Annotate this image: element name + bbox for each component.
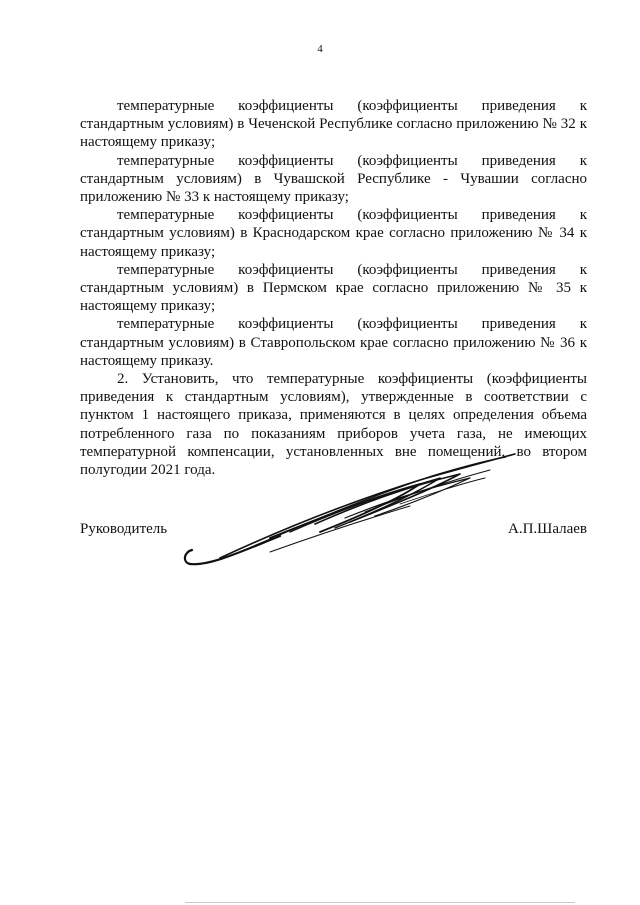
- document-body: [80, 97, 587, 479]
- signature-block: [80, 519, 587, 589]
- paragraph-appendix-34: температурные коэффициенты (коэффициенты приведения к стандартным условиям) в Краснодарском крае согласно приложению № 34 к настоящему приказу;: [80, 207, 587, 260]
- paragraph-appendix-36: температурные коэффициенты (коэффициенты приведения к стандартным условиям) в Ставропольском крае согласно приложению № 36 к настоящему приказу.: [80, 316, 587, 369]
- paragraph-appendix-33: температурные коэффициенты (коэффициенты приведения к стандартным условиям) в Чувашской Республике - Чувашии согласно приложению № 33 к настоящему приказу;: [80, 152, 587, 206]
- paragraph-appendix-32: температурные коэффициенты (коэффициенты приведения к стандартным условиям) в Чеченской Республике согласно приложению № 32 к настоящему приказу;: [80, 98, 587, 151]
- page-number: 4: [317, 43, 323, 55]
- signatory-name: А.П.Шалаев: [508, 521, 587, 537]
- signatory-role: Руководитель: [80, 521, 168, 537]
- paragraph-appendix-35: температурные коэффициенты (коэффициенты приведения к стандартным условиям) в Пермском крае согласно приложению № 35 к настоящему приказу;: [80, 261, 587, 315]
- scan-edge-line: [185, 902, 575, 903]
- paragraph-item-2: 2. Установить, что температурные коэффициенты (коэффициенты приведения к стандартным условиям), утвержденные в соответствии с пунктом 1 настоящего приказа, применяются в целях определения объема потребленного газа по показаниям приборов учета газа, не имеющих температурной компенсации, установленных вне помещений, во втором полугодии 2021 года.: [80, 371, 587, 479]
